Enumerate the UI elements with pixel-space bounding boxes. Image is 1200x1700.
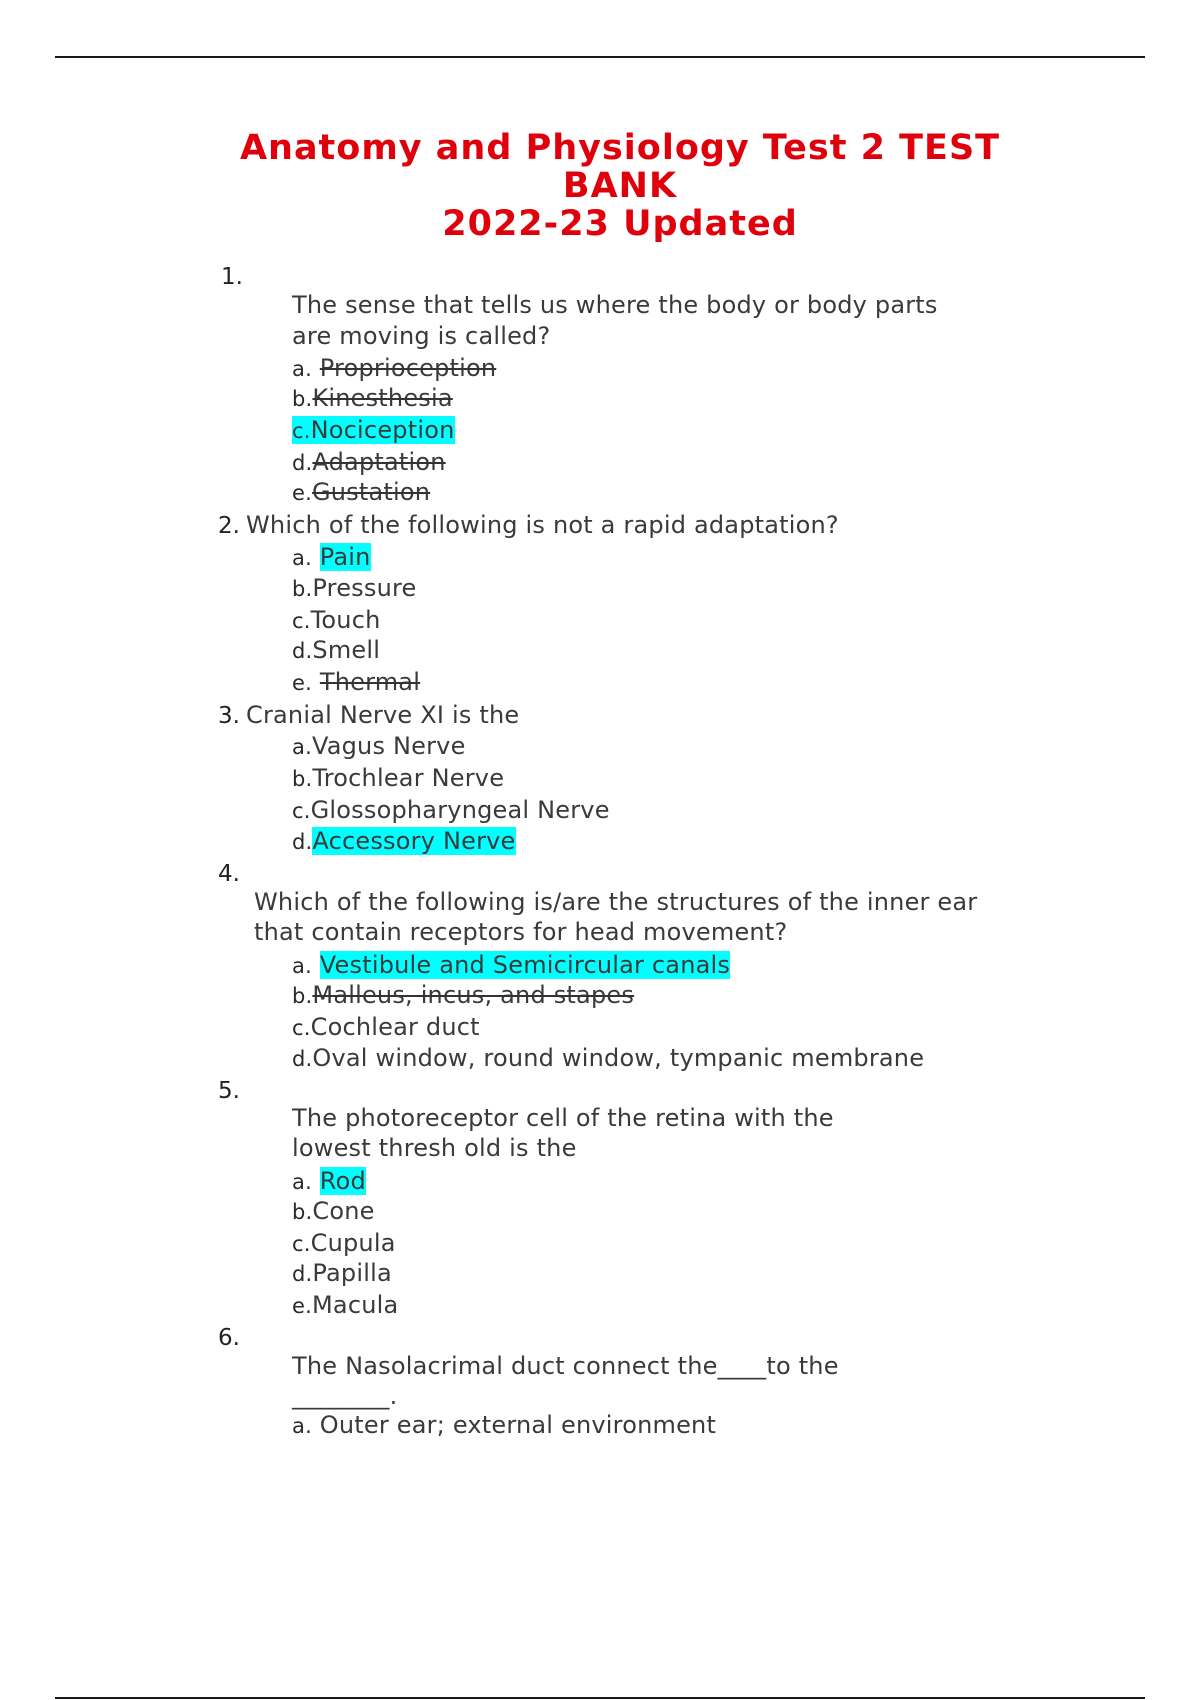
question-number: 6. bbox=[218, 1325, 240, 1351]
answer-option: d.Adaptation bbox=[292, 448, 446, 476]
answer-option: c.Cochlear duct bbox=[292, 1013, 480, 1041]
bottom-rule bbox=[55, 1697, 1145, 1699]
title-line-3: 2022-23 Updated bbox=[442, 204, 798, 244]
answer-option: b.Malleus, incus, and stapes bbox=[292, 981, 635, 1009]
question-text: Cranial Nerve XI is the bbox=[246, 701, 520, 729]
question-text: Which of the following is not a rapid adaptation? bbox=[246, 511, 839, 539]
answer-option: a. Outer ear; external environment bbox=[292, 1411, 717, 1439]
answer-option: b.Trochlear Nerve bbox=[292, 764, 505, 792]
question-text: The photoreceptor cell of the retina with the bbox=[292, 1104, 834, 1132]
answer-option: d.Oval window, round window, tympanic membrane bbox=[292, 1044, 925, 1072]
top-rule bbox=[55, 56, 1145, 58]
answer-option-correct: c.Nociception bbox=[292, 416, 455, 444]
question-number: 5. bbox=[218, 1078, 240, 1104]
question-text: The Nasolacrimal duct connect the____to the bbox=[292, 1352, 839, 1380]
question-text: The sense that tells us where the body or body parts bbox=[292, 291, 938, 319]
document-title bbox=[0, 129, 1200, 243]
question-number: 2. bbox=[218, 513, 240, 539]
answer-option: d.Papilla bbox=[292, 1259, 392, 1287]
answer-option-correct: a. Rod bbox=[292, 1167, 366, 1195]
answer-option: b.Cone bbox=[292, 1197, 375, 1225]
title-line-2: BANK bbox=[562, 166, 678, 206]
question-text: lowest thresh old is the bbox=[292, 1134, 577, 1162]
answer-option: e.Gustation bbox=[292, 478, 431, 506]
answer-option-correct: d.Accessory Nerve bbox=[292, 827, 516, 855]
answer-option: b.Kinesthesia bbox=[292, 384, 453, 412]
answer-option: d.Smell bbox=[292, 636, 381, 664]
answer-option: e.Macula bbox=[292, 1291, 399, 1319]
answer-option: a.Vagus Nerve bbox=[292, 732, 466, 760]
question-text: that contain receptors for head movement? bbox=[254, 918, 788, 946]
answer-option: a. Proprioception bbox=[292, 354, 497, 382]
answer-option: b.Pressure bbox=[292, 574, 417, 602]
question-number: 3. bbox=[218, 703, 240, 729]
question-text: ________. bbox=[292, 1382, 398, 1410]
title-line-1: Anatomy and Physiology Test 2 TEST bbox=[239, 128, 1001, 168]
answer-option-correct: a. Vestibule and Semicircular canals bbox=[292, 951, 731, 979]
question-number: 4. bbox=[218, 861, 240, 887]
answer-option-correct: a. Pain bbox=[292, 543, 371, 571]
answer-option: c.Cupula bbox=[292, 1229, 396, 1257]
question-number: 1. bbox=[221, 264, 243, 290]
answer-option: e. Thermal bbox=[292, 668, 421, 696]
question-text: Which of the following is/are the structures of the inner ear bbox=[254, 888, 978, 916]
question-text: are moving is called? bbox=[292, 322, 551, 350]
answer-option: c.Glossopharyngeal Nerve bbox=[292, 796, 610, 824]
answer-option: c.Touch bbox=[292, 606, 381, 634]
